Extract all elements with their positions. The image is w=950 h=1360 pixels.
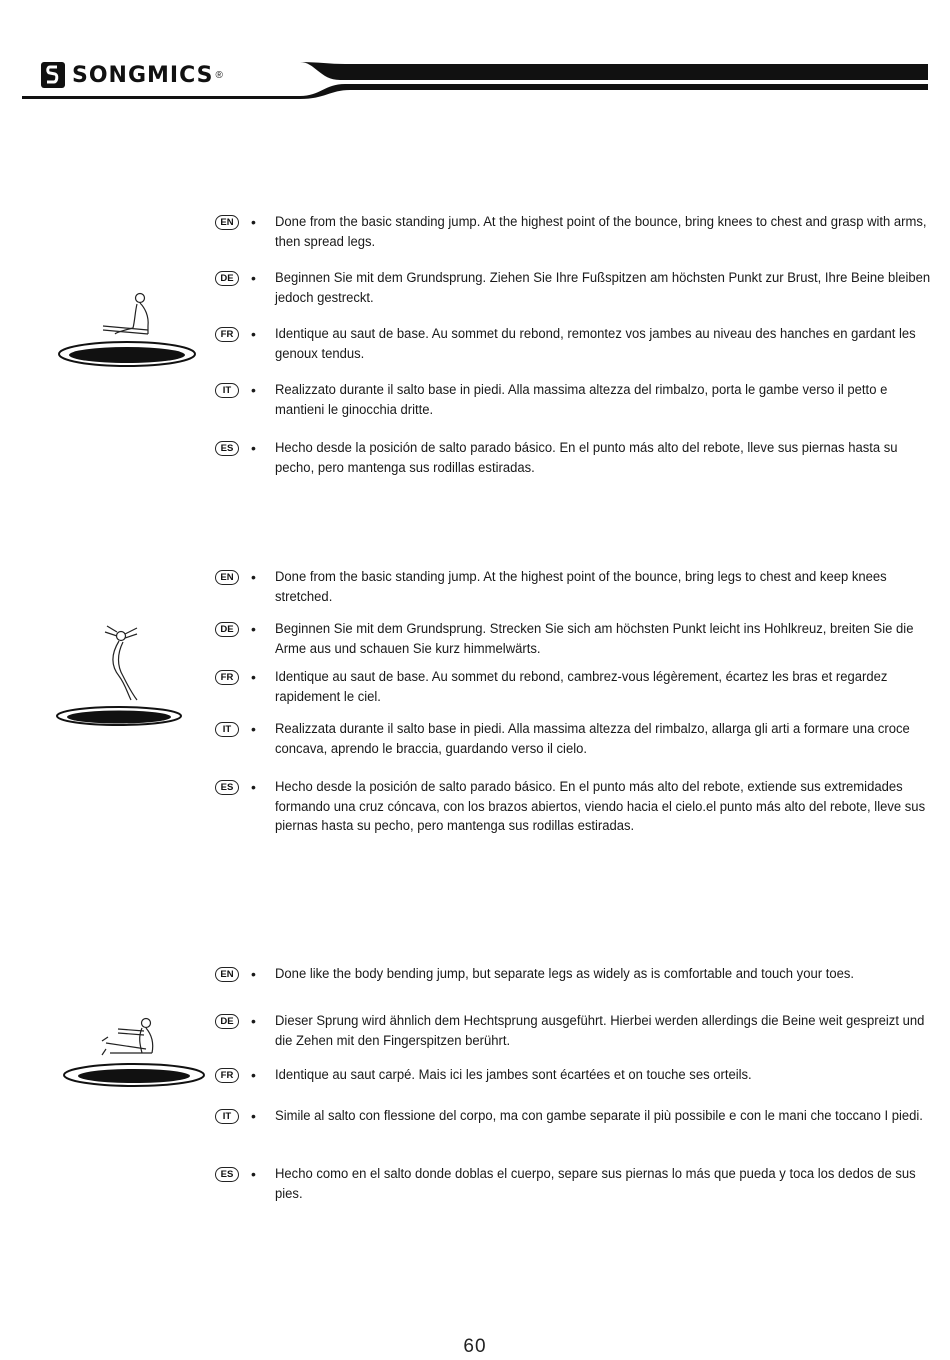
registered-mark: ® — [215, 69, 223, 81]
instruction-text: Beginnen Sie mit dem Grundsprung. Ziehen Sie Ihre Fußspitzen am höchsten Punkt zur Brust, Ihre Beine bleiben jedoch gestreckt. — [275, 270, 931, 306]
language-badge: DE — [215, 1014, 239, 1029]
bullet: • — [251, 966, 256, 982]
bullet: • — [251, 326, 256, 342]
bullet: • — [251, 382, 256, 398]
language-badge: FR — [215, 327, 239, 342]
bullet: • — [251, 440, 256, 456]
brand-logo — [40, 58, 223, 92]
instruction-text: Done like the body bending jump, but separate legs as widely as is comfortable and touch your toes. — [275, 966, 855, 982]
tuck-jump-figure-icon — [55, 290, 200, 370]
language-badge: FR — [215, 1068, 239, 1083]
bullet: • — [251, 621, 256, 637]
language-badge: EN — [215, 215, 239, 230]
header-swoosh — [0, 0, 950, 110]
bullet: • — [251, 669, 256, 685]
jump-section-2 — [0, 560, 950, 850]
language-badge: EN — [215, 570, 239, 585]
bullet: • — [251, 1166, 256, 1182]
arch-jump-figure-icon — [55, 622, 200, 732]
language-badge: EN — [215, 967, 239, 982]
bullet: • — [251, 1108, 256, 1124]
bullet: • — [251, 1067, 256, 1083]
brand-name: SONGMICS — [72, 62, 214, 88]
instruction-text: Hecho como en el salto donde doblas el cuerpo, separe sus piernas lo más que pueda y toca los dedos de sus pies. — [275, 1166, 916, 1202]
page-header — [0, 0, 950, 110]
language-badge: IT — [215, 383, 239, 398]
jump-section-1 — [0, 205, 950, 485]
bullet: • — [251, 1013, 256, 1029]
instruction-text: Identique au saut carpé. Mais ici les jambes sont écartées et on touche ses orteils. — [275, 1067, 752, 1083]
instruction-text: Identique au saut de base. Au sommet du rebond, cambrez-vous légèrement, écartez les bras et regardez rapidement le ciel. — [275, 669, 888, 705]
language-badge: ES — [215, 780, 239, 795]
bullet: • — [251, 721, 256, 737]
brand-logo-icon — [40, 61, 66, 89]
language-badge: ES — [215, 1167, 239, 1182]
bullet: • — [251, 214, 256, 230]
jump-section-3 — [0, 957, 950, 1217]
instruction-text: Realizzata durante il salto base in piedi. Alla massima altezza del rimbalzo, allarga gli arti a formare una croce concava, aprendo le braccia, guardando verso il cielo. — [275, 721, 910, 757]
instruction-text: Dieser Sprung wird ähnlich dem Hechtsprung ausgeführt. Hierbei werden allerdings die Beine weit gespreizt und die Zehen mit den Fingerspitzen berührt. — [275, 1013, 925, 1049]
instruction-text: Realizzato durante il salto base in piedi. Alla massima altezza del rimbalzo, porta le gambe verso il petto e mantieni le ginocchia dritte. — [275, 382, 888, 418]
pike-straddle-figure-icon — [62, 1013, 207, 1093]
language-badge: DE — [215, 271, 239, 286]
instruction-text: Simile al salto con flessione del corpo, ma con gambe separate il più possibile e con le mani che toccano I piedi. — [275, 1108, 923, 1124]
language-badge: DE — [215, 622, 239, 637]
instruction-text: Hecho desde la posición de salto parado básico. En el punto más alto del rebote, lleve sus piernas hasta su pecho, pero mantenga sus rodillas estiradas. — [275, 440, 898, 476]
bullet: • — [251, 569, 256, 585]
language-badge: IT — [215, 1109, 239, 1124]
instruction-text: Hecho desde la posición de salto parado básico. En el punto más alto del rebote, extiende sus extremidades formando una cruz cóncava, con los brazos abiertos, viendo hacia el cielo.el punto más alto del rebote, lleve sus piernas hasta su pecho, pero mantenga sus rodillas estiradas. — [275, 779, 926, 834]
instruction-text: Identique au saut de base. Au sommet du rebond, remontez vos jambes au niveau des hanches en gardant les genoux tendus. — [275, 326, 916, 362]
page-number: 60 — [463, 1336, 487, 1357]
instruction-text: Done from the basic standing jump. At the highest point of the bounce, bring knees to chest and grasp with arms, then spread legs. — [275, 214, 927, 250]
bullet: • — [251, 270, 256, 286]
language-badge: FR — [215, 670, 239, 685]
language-badge: ES — [215, 441, 239, 456]
instruction-text: Done from the basic standing jump. At the highest point of the bounce, bring legs to chest and keep knees stretched. — [275, 569, 887, 605]
language-badge: IT — [215, 722, 239, 737]
bullet: • — [251, 779, 256, 795]
instruction-text: Beginnen Sie mit dem Grundsprung. Strecken Sie sich am höchsten Punkt leicht ins Hohlkreuz, breiten Sie die Arme aus und schauen Sie kurz himmelwärts. — [275, 621, 914, 657]
